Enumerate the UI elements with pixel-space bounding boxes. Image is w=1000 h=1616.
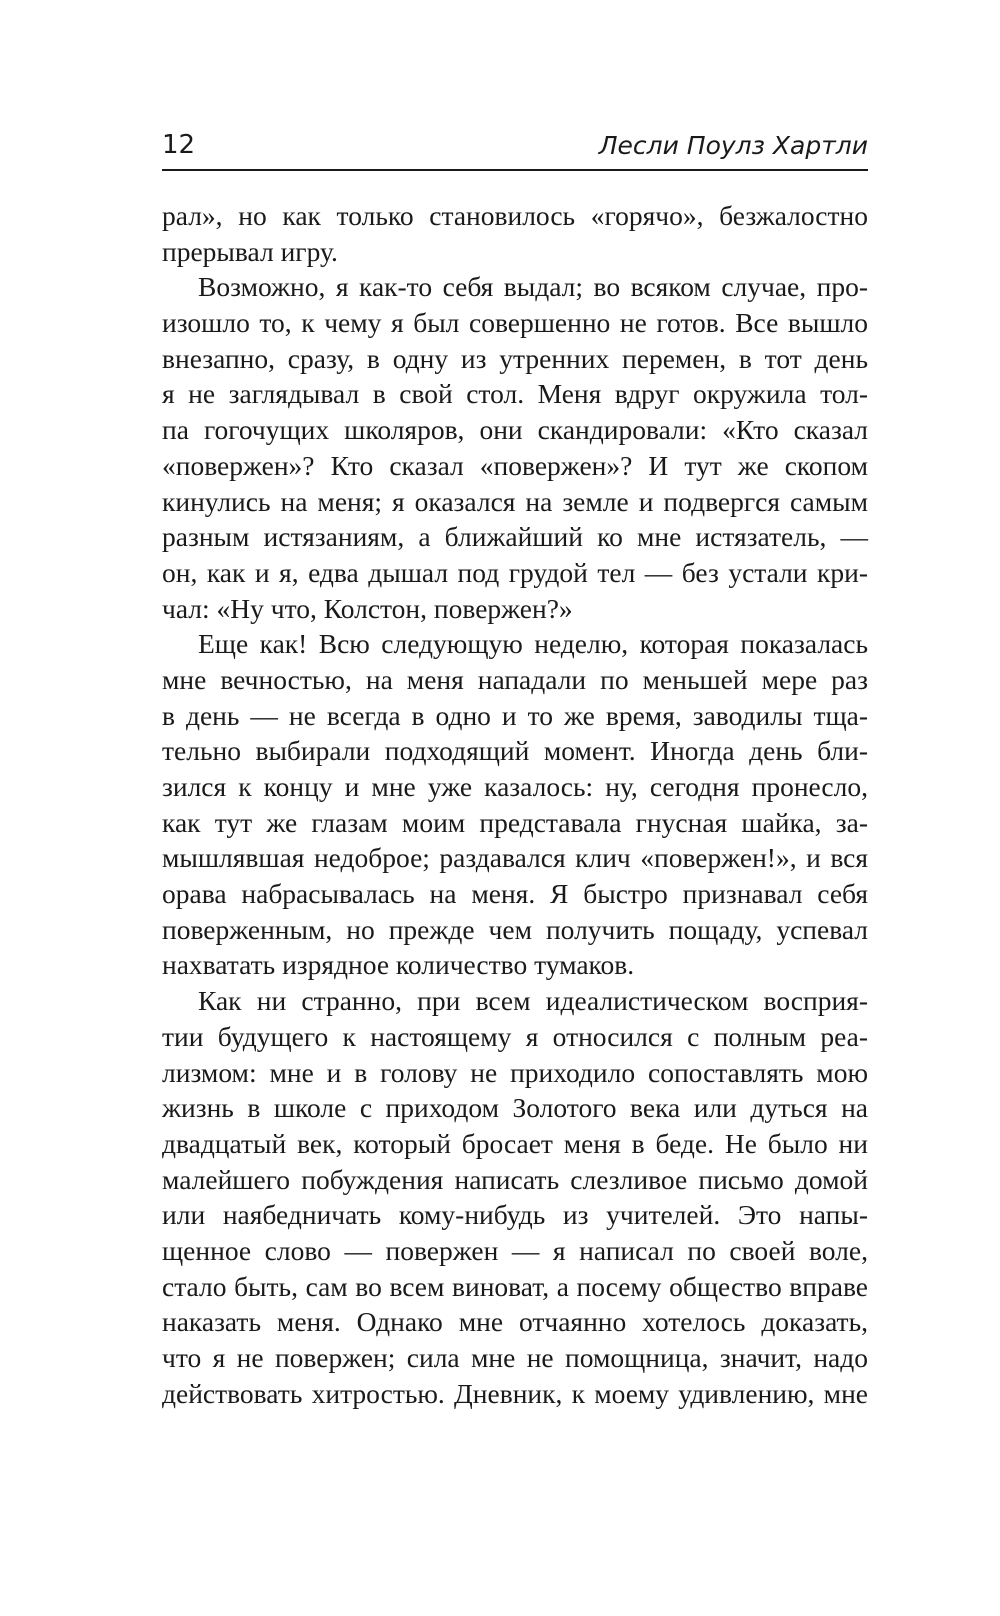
text-line: мне вечностью, на меня нападали по меньшей мере раз: [162, 663, 868, 695]
text-line: па гогочущих школяров, они скандировали: «Кто сказал: [162, 414, 868, 446]
text-line: наказать меня. Однако мне отчаянно хотелось доказать,: [162, 1306, 868, 1338]
text-line: двадцатый век, который бросает меня в беде. Не было ни: [162, 1127, 868, 1159]
header-rule: [162, 169, 868, 171]
text-line: в день — не всегда в одно и то же время, заводилы тща-: [162, 699, 868, 731]
text-line: «повержен»? Кто сказал «повержен»? И тут же скопом: [162, 449, 868, 481]
text-line: Еще как! Всю следующую неделю, которая показалась: [198, 628, 868, 660]
text-line: изошло то, к чему я был совершенно не готов. Все вышло: [162, 307, 868, 339]
text-line: рал», но как только становилось «горячо», безжалостно: [162, 200, 868, 231]
text-line: разным истязаниям, а ближайший ко мне истязатель, —: [162, 521, 868, 553]
text-line: орава набрасывалась на меня. Я быстро признавал себя: [162, 878, 868, 910]
text-line: мышлявшая недоброе; раздавался клич «повержен!», и вся: [162, 842, 868, 874]
text-line: он, как и я, едва дышал под грудой тел — без устали кри-: [162, 556, 868, 588]
text-line: действовать хитростью. Дневник, к моему удивлению, мне: [162, 1377, 868, 1409]
text-line: чал: «Ну что, Колстон, повержен?»: [162, 592, 573, 624]
text-line: прерывал игру.: [162, 235, 338, 267]
text-line: кинулись на меня; я оказался на земле и подвергся самым: [162, 485, 868, 517]
text-line: зился к концу и мне уже казалось: ну, сегодня пронесло,: [162, 771, 868, 802]
text-line: лизмом: мне и в голову не приходило сопоставлять мою: [162, 1056, 868, 1088]
text-line: стало быть, сам во всем виноват, а посему общество вправе: [162, 1270, 868, 1302]
text-line: щенное слово — повержен — я написал по своей воле,: [162, 1234, 868, 1266]
body-text: [162, 198, 868, 1411]
text-line: что я не повержен; сила мне не помощница, значит, надо: [162, 1342, 868, 1373]
text-line: нахватать изрядное количество тумаков.: [162, 949, 635, 981]
text-line: тии будущего к настоящему я относился с полным реа-: [162, 1020, 868, 1052]
running-head-author: Лесли Поулз Хартли: [598, 131, 868, 160]
text-line: поверженным, но прежде чем получить пощаду, успевал: [162, 913, 868, 945]
text-line: внезапно, сразу, в одну из утренних перемен, в тот день: [162, 342, 868, 374]
text-line: как тут же глазам моим представала гнусная шайка, за-: [162, 806, 868, 838]
running-head: [162, 128, 868, 168]
text-line: Как ни странно, при всем идеалистическом восприя-: [198, 985, 868, 1017]
text-line: я не заглядывал в свой стол. Меня вдруг окружила тол-: [162, 378, 868, 410]
text-line: малейшего побуждения написать слезливое письмо домой: [162, 1163, 868, 1195]
text-line: или наябедничать кому-нибудь из учителей. Это напы-: [162, 1199, 868, 1231]
text-line: Возможно, я как-то себя выдал; во всяком случае, про-: [198, 271, 868, 303]
text-line: жизнь в школе с приходом Золотого века или дуться на: [162, 1092, 868, 1124]
text-line: тельно выбирали подходящий момент. Иногда день бли-: [162, 735, 868, 767]
page-number: 12: [162, 130, 196, 160]
